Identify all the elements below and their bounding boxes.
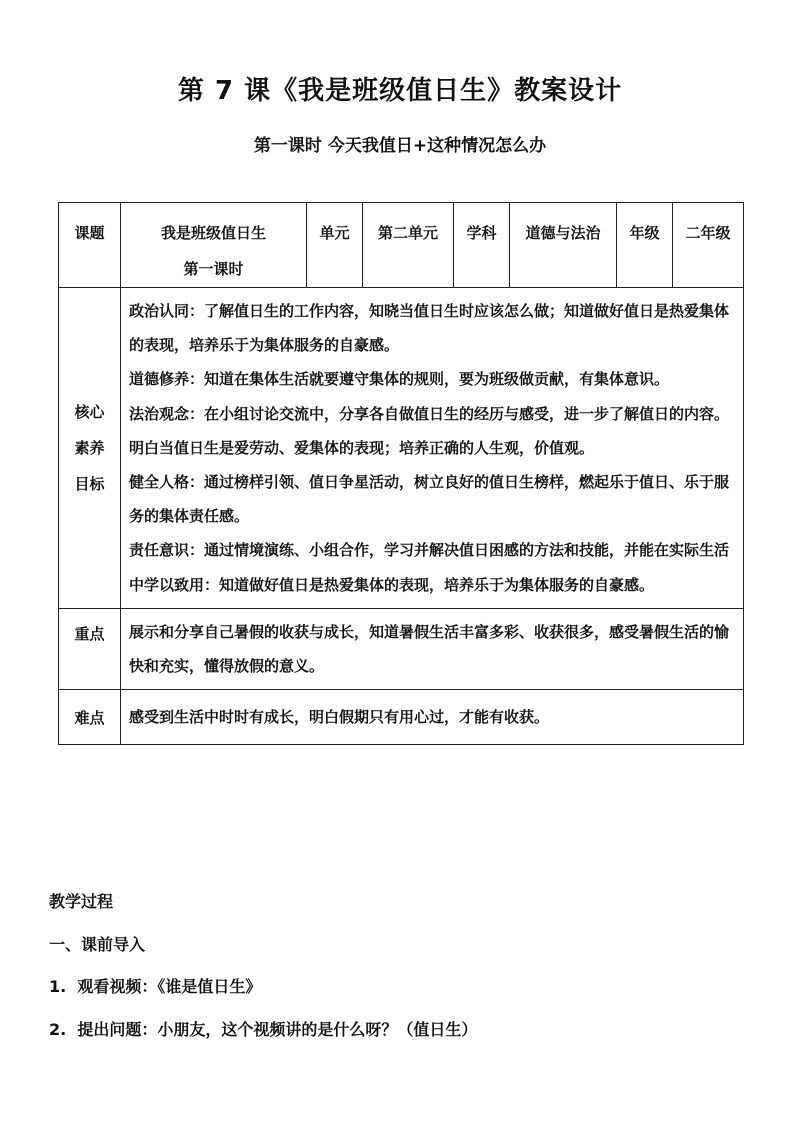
- core-item-moral: 道德修养：知道在集体生活就要遵守集体的规则，要为班级做贡献，有集体意识。: [129, 370, 670, 389]
- unit-label: 单元: [319, 224, 350, 242]
- core-literacy-row: [59, 288, 744, 609]
- core-item-political: 政治认同：了解值日生的工作内容，知晓当值日生时应该怎么做；知道做好值日是热爱集体的表现，培养乐于为集体服务的自豪感。: [129, 302, 730, 355]
- lesson-period: 第一课时: [183, 260, 244, 278]
- table-header-row: [59, 203, 744, 288]
- difficulty-label: 难点: [74, 708, 105, 727]
- step-ask-question: 2. 提出问题：小朋友，这个视频讲的是什么呀？（值日生）: [49, 1020, 478, 1039]
- section-pre-class-intro: 一、课前导入: [49, 935, 146, 954]
- core-label-line: 目标: [74, 474, 105, 493]
- difficulty-row: [59, 690, 744, 745]
- lesson-plan-table: [58, 202, 744, 745]
- core-item-personality: 健全人格：通过榜样引领、值日争星活动，树立良好的值日生榜样，燃起乐于值日、乐于服务的集体责任感。: [129, 473, 730, 526]
- lesson-name: 我是班级值日生: [160, 224, 266, 242]
- lesson-value-cell: [121, 203, 307, 288]
- key-point-row: [59, 608, 744, 689]
- grade-value-cell: [673, 203, 744, 288]
- key-point-label: 重点: [74, 624, 105, 643]
- difficulty-text: 感受到生活中时时有成长，明白假期只有用心过，才能有收获。: [121, 690, 744, 745]
- document-subtitle: 第一课时 今天我值日+这种情况怎么办: [253, 136, 547, 156]
- core-label-line: 素养: [74, 438, 105, 457]
- core-literacy-content: [121, 288, 744, 609]
- lesson-label-cell: [59, 203, 121, 288]
- grade-label: 年级: [629, 224, 660, 242]
- core-literacy-label-cell: [59, 288, 121, 609]
- step-watch-video: 1. 观看视频：《谁是值日生》: [49, 977, 262, 996]
- key-point-label-cell: [59, 608, 121, 689]
- key-point-text: 展示和分享自己暑假的收获与成长，知道暑假生活丰富多彩、收获很多，感受暑假生活的愉快和充实，懂得放假的意义。: [121, 608, 744, 689]
- subject-value-cell: [510, 203, 617, 288]
- difficulty-label-cell: [59, 690, 121, 745]
- document-title: 第 7 课《我是班级值日生》教案设计: [177, 76, 623, 106]
- unit-label-cell: [307, 203, 363, 288]
- process-heading: 教学过程: [49, 892, 114, 911]
- lesson-label: 课题: [74, 224, 105, 242]
- grade-value: 二年级: [685, 224, 731, 242]
- unit-value-cell: [363, 203, 454, 288]
- core-item-responsibility: 责任意识：通过情境演练、小组合作，学习并解决值日困感的方法和技能，并能在实际生活中学以致用：知道做好值日是热爱集体的表现，培养乐于为集体服务的自豪感。: [129, 541, 730, 594]
- subject-label-cell: [454, 203, 510, 288]
- core-item-legal: 法治观念：在小组讨论交流中，分享各自做值日生的经历与感受，进一步了解值日的内容。明白当值日生是爱劳动、爱集体的表现；培养正确的人生观，价值观。: [129, 404, 730, 457]
- unit-value: 第二单元: [377, 224, 438, 242]
- grade-label-cell: [617, 203, 673, 288]
- core-label-line: 核心: [74, 402, 105, 421]
- subject-value: 道德与法治: [525, 224, 601, 242]
- subject-label: 学科: [466, 224, 497, 242]
